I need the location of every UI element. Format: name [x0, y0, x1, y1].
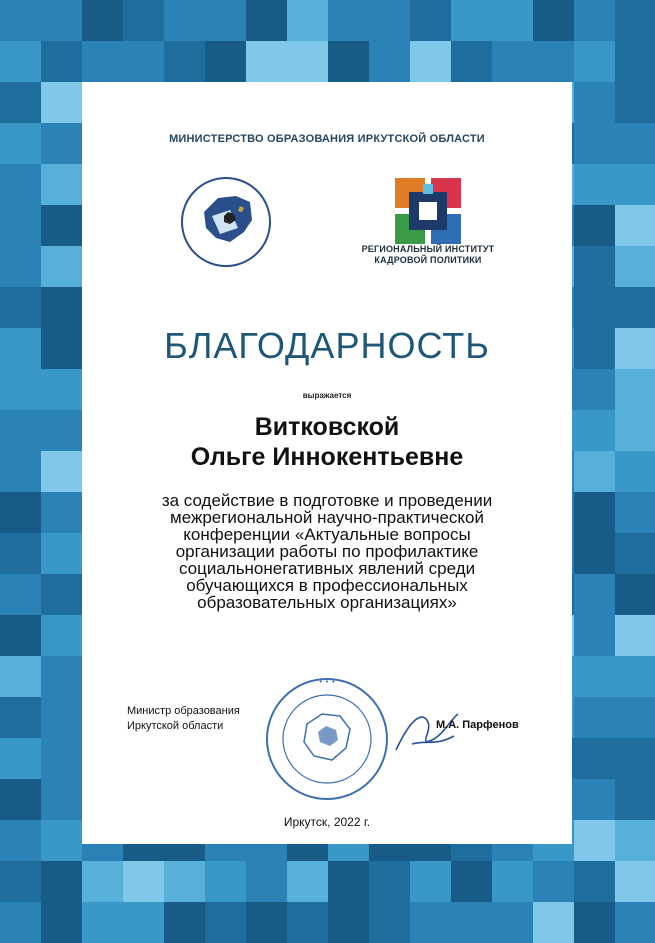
mosaic-tile [328, 902, 369, 943]
mosaic-tile [41, 287, 82, 328]
mosaic-tile [410, 41, 451, 82]
mosaic-tile [0, 41, 41, 82]
mosaic-tile [615, 369, 655, 410]
mosaic-tile [41, 697, 82, 738]
position-line-2: Иркутской области [127, 720, 224, 732]
reason-line: организации работы по профилактике [175, 542, 479, 561]
mosaic-tile [533, 41, 574, 82]
mosaic-tile [0, 123, 41, 164]
mosaic-tile [0, 287, 41, 328]
reason-line: социальнонегативных явлений среди [178, 559, 476, 578]
mosaic-tile [41, 615, 82, 656]
mosaic-tile [615, 205, 655, 246]
mosaic-tile [287, 902, 328, 943]
mosaic-tile [574, 82, 615, 123]
mosaic-tile [574, 0, 615, 41]
mosaic-tile [82, 861, 123, 902]
minister-position [127, 704, 240, 734]
mosaic-tile [164, 861, 205, 902]
institute-line-1: РЕГИОНАЛЬНЫЙ ИНСТИТУТ [361, 244, 495, 254]
mosaic-tile [574, 492, 615, 533]
mosaic-tile [41, 82, 82, 123]
svg-text:• • •: • • • [318, 678, 336, 686]
mosaic-tile [451, 902, 492, 943]
mosaic-tile [205, 861, 246, 902]
mosaic-tile [574, 328, 615, 369]
mosaic-tile [0, 697, 41, 738]
mosaic-tile [328, 861, 369, 902]
mosaic-tile [246, 41, 287, 82]
mosaic-tile [574, 287, 615, 328]
mosaic-tile [615, 615, 655, 656]
reason-line: конференции «Актуальные вопросы [183, 525, 471, 544]
mosaic-tile [369, 902, 410, 943]
mosaic-tile [574, 820, 615, 861]
mosaic-tile [615, 574, 655, 615]
position-line-1: Министр образования [127, 705, 240, 717]
certificate-title: БЛАГОДАРНОСТЬ [164, 325, 490, 366]
mosaic-tile [0, 574, 41, 615]
mosaic-tile [615, 451, 655, 492]
mosaic-tile [574, 246, 615, 287]
recipient-given-names: Ольге Иннокентьевне [190, 443, 464, 471]
mosaic-tile [615, 410, 655, 451]
mosaic-tile [41, 123, 82, 164]
mosaic-tile [41, 656, 82, 697]
mosaic-tile [615, 164, 655, 205]
mosaic-tile [410, 0, 451, 41]
mosaic-tile [451, 0, 492, 41]
mosaic-tile [615, 287, 655, 328]
mosaic-tile [615, 123, 655, 164]
mosaic-tile [287, 861, 328, 902]
mosaic-tile [328, 0, 369, 41]
mosaic-tile [82, 41, 123, 82]
mosaic-tile [492, 902, 533, 943]
mosaic-tile [41, 41, 82, 82]
mosaic-tile [0, 656, 41, 697]
mosaic-tile [574, 656, 615, 697]
mosaic-tile [533, 902, 574, 943]
mosaic-tile [615, 0, 655, 41]
mosaic-tile [0, 861, 41, 902]
mosaic-tile [533, 861, 574, 902]
mosaic-tile [615, 656, 655, 697]
mosaic-tile [164, 0, 205, 41]
mosaic-tile [574, 738, 615, 779]
mosaic-tile [369, 861, 410, 902]
certificate-sheet [82, 82, 572, 844]
mosaic-tile [615, 328, 655, 369]
signer-name: М.А. Парфенов [436, 719, 519, 731]
mosaic-tile [574, 779, 615, 820]
mosaic-tile [615, 738, 655, 779]
mosaic-tile [0, 615, 41, 656]
reason-line: межрегиональной научно-практической [170, 508, 484, 527]
mosaic-tile [0, 533, 41, 574]
city-year: Иркутск, 2022 г. [283, 815, 371, 829]
reason-line: обучающихся в профессиональных [186, 576, 468, 595]
mosaic-tile [574, 533, 615, 574]
mosaic-tile [0, 410, 41, 451]
mosaic-tile [41, 861, 82, 902]
mosaic-tile [615, 41, 655, 82]
mosaic-tile [123, 902, 164, 943]
mosaic-tile [615, 246, 655, 287]
mosaic-tile [164, 41, 205, 82]
mosaic-tile [0, 369, 41, 410]
mosaic-tile [574, 861, 615, 902]
mosaic-tile [41, 738, 82, 779]
mosaic-tile [0, 246, 41, 287]
mosaic-tile [0, 820, 41, 861]
mosaic-tile [123, 0, 164, 41]
mosaic-tile [410, 861, 451, 902]
mosaic-tile [369, 41, 410, 82]
recipient-name [82, 412, 572, 472]
mosaic-tile [287, 0, 328, 41]
mosaic-tile [615, 82, 655, 123]
mosaic-tile [574, 164, 615, 205]
mosaic-tile [574, 123, 615, 164]
recipient-surname: Витковской [254, 413, 400, 441]
mosaic-tile [205, 41, 246, 82]
institute-line-2: КАДРОВОЙ ПОЛИТИКИ [374, 255, 482, 265]
mosaic-tile [41, 246, 82, 287]
mosaic-tile [0, 492, 41, 533]
mosaic-tile [533, 0, 574, 41]
mosaic-tile [451, 41, 492, 82]
mosaic-tile [246, 0, 287, 41]
mosaic-tile [164, 902, 205, 943]
mosaic-tile [574, 369, 615, 410]
mosaic-tile [0, 328, 41, 369]
mosaic-tile [41, 205, 82, 246]
mosaic-tile [0, 451, 41, 492]
mosaic-tile [287, 41, 328, 82]
mosaic-tile [41, 451, 82, 492]
expressed-label: выражается [302, 391, 352, 400]
mosaic-tile [41, 574, 82, 615]
mosaic-tile [492, 41, 533, 82]
mosaic-tile [41, 902, 82, 943]
mosaic-tile [410, 902, 451, 943]
mosaic-tile [41, 164, 82, 205]
mosaic-tile [41, 533, 82, 574]
signature-icon [392, 700, 462, 762]
reason-text [102, 492, 552, 611]
mosaic-tile [328, 41, 369, 82]
mosaic-tile [0, 164, 41, 205]
mosaic-tile [205, 0, 246, 41]
mosaic-tile [0, 779, 41, 820]
mosaic-tile [41, 410, 82, 451]
ministry-logo-icon [180, 176, 272, 268]
mosaic-tile [451, 861, 492, 902]
mosaic-tile [41, 820, 82, 861]
mosaic-tile [41, 0, 82, 41]
mosaic-tile [0, 738, 41, 779]
mosaic-tile [0, 902, 41, 943]
mosaic-tile [492, 0, 533, 41]
mosaic-tile [246, 902, 287, 943]
mosaic-tile [205, 902, 246, 943]
mosaic-tile [0, 0, 41, 41]
mosaic-tile [82, 902, 123, 943]
mosaic-tile [615, 779, 655, 820]
mosaic-tile [123, 41, 164, 82]
mosaic-tile [574, 902, 615, 943]
official-seal-icon [262, 674, 392, 804]
mosaic-tile [574, 205, 615, 246]
reason-line: образовательных организациях» [197, 593, 457, 612]
mosaic-tile [41, 779, 82, 820]
mosaic-tile [574, 410, 615, 451]
mosaic-tile [574, 574, 615, 615]
mosaic-tile [615, 902, 655, 943]
mosaic-tile [246, 861, 287, 902]
institute-logo-icon [395, 178, 461, 244]
mosaic-tile [615, 697, 655, 738]
reason-line: за содействие в подготовке и проведении [161, 491, 493, 510]
mosaic-tile [123, 861, 164, 902]
mosaic-tile [574, 615, 615, 656]
mosaic-tile [615, 492, 655, 533]
mosaic-tile [615, 820, 655, 861]
ministry-header: МИНИСТЕРСТВО ОБРАЗОВАНИЯ ИРКУТСКОЙ ОБЛАСТИ [169, 133, 485, 145]
mosaic-tile [574, 697, 615, 738]
mosaic-tile [41, 328, 82, 369]
mosaic-tile [492, 861, 533, 902]
mosaic-tile [41, 369, 82, 410]
mosaic-tile [574, 451, 615, 492]
institute-name [352, 244, 504, 266]
mosaic-tile [0, 82, 41, 123]
mosaic-tile [574, 41, 615, 82]
mosaic-tile [0, 205, 41, 246]
mosaic-tile [82, 0, 123, 41]
mosaic-tile [615, 533, 655, 574]
mosaic-tile [615, 861, 655, 902]
mosaic-tile [41, 492, 82, 533]
mosaic-tile [369, 0, 410, 41]
